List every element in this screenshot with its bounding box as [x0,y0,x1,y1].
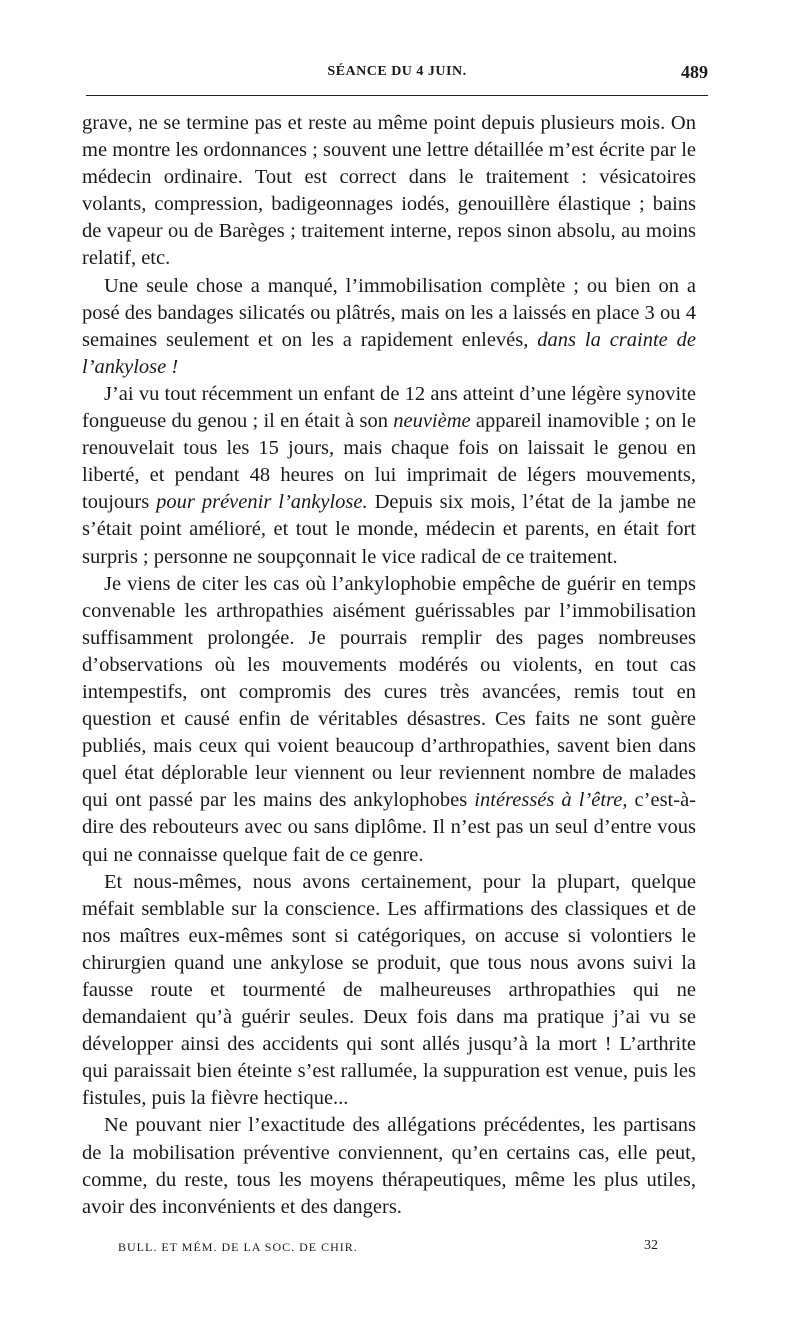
paragraph [82,1112,696,1220]
italic-text: intéressés à l’être, [474,789,628,812]
running-header [86,62,708,88]
header-rule [86,95,708,96]
italic-text: dans la crainte de l’ankylose ! [82,328,696,378]
text-run: Ne pouvant nier l’exactitude des allégations précédentes, les partisans de la mobilisation préventive conviennent, qu’en certains cas, elle peut, comme, du reste, tous les moyens thérapeutiques, même les plus utiles, avoir des inconvénients et des dangers. [82,1114,696,1218]
text-run: J’ai vu tout récemment un enfant de 12 ans atteint d’une légère synovite fongueuse du genou ; il en était à son [82,382,696,433]
text-run: Je viens de citer les cas où l’ankylophobie empêche de guérir en temps convenable les arthropathies aisément guérissables par l’immobilisation suffisamment prolongée. Je pourrais remplir des pages nombreuses d’observations où les mouvements modérés ou violents, en tout cas intempestifs, ont compromis des cures très avancées, remis tout en question et causé enfin de véritables désastres. Ces faits ne sont guère publiés, mais ceux qui voient beaucoup d’arthropathies, savent bien dans quel état déplorable leur viennent ou leur reviennent nombre de malades qui ont passé par les mains des ankylophobes [82,572,696,812]
text-run: c’est-à-dire des rebouteurs avec ou sans diplôme. Il n’est pas un seul d’entre vous qui ne connaisse quelque fait de ce genre. [82,789,696,866]
journal-footer: BULL. ET MÉM. DE LA SOC. DE CHIR. [118,1240,358,1254]
text-run: Depuis six mois, l’état de la jambe ne s’était point amélioré, et tout le monde, médecin et parents, en était fort surpris ; personne ne soupçonnait le vice radical de ce traitement. [82,491,696,568]
text-run: Une seule chose a manqué, l’immobilisation complète ; ou bien on a posé des bandages silicatés ou plâtrés, mais on les a laissés en place 3 ou 4 semaines seulement et on les a rapidement enlevés, [82,274,696,351]
text-run: Et nous-mêmes, nous avons certainement, pour la plupart, quelque méfait semblable sur la conscience. Les affirmations des classiques et de nos maîtres eux-mêmes sont si catégoriques, on accuse si volontiers le chirurgien quand une ankylose se produit, que tous nous avons suivi la fausse route et tourmenté de malheureuses arthropathies qui ne demandaient qu’à guérir seules. Deux fois dans ma pratique j’ai vu se développer ainsi des accidents qui sont allés jusqu’à la mort ! L’arthrite qui paraissait bien éteinte s’est rallumée, la suppuration est venue, puis les fistules, puis la fièvre hectique... [82,870,696,1110]
page-footer [118,1240,658,1260]
paragraph [82,869,696,1113]
paragraph [82,110,696,273]
signature-mark: 32 [644,1238,658,1253]
italic-text: pour prévenir l’ankylose. [156,491,368,514]
paragraph [82,273,696,381]
italic-text: neuvième [393,410,471,433]
running-title: SÉANCE DU 4 JUIN. [327,64,467,79]
text-run: appareil inamovible ; on le renouvelait tous les 15 jours, mais chaque fois on laissait le genou en liberté, et pendant 48 heures on lui imprimait de légers mouvements, toujours [82,410,697,514]
paragraph [82,571,696,869]
page-number: 489 [681,62,708,82]
paragraph [82,381,696,571]
body-text [82,110,696,1221]
text-run: grave, ne se termine pas et reste au même point depuis plusieurs mois. On me montre les ordonnances ; souvent une lettre détaillée m’est écrite par le médecin ordinaire. Tout est correct dans le traitement : vésicatoires volants, compression, badigeonnages iodés, genouillère élastique ; bains de vapeur ou de Barèges ; traitement interne, repos sinon absolu, au moins relatif, etc. [82,112,696,270]
